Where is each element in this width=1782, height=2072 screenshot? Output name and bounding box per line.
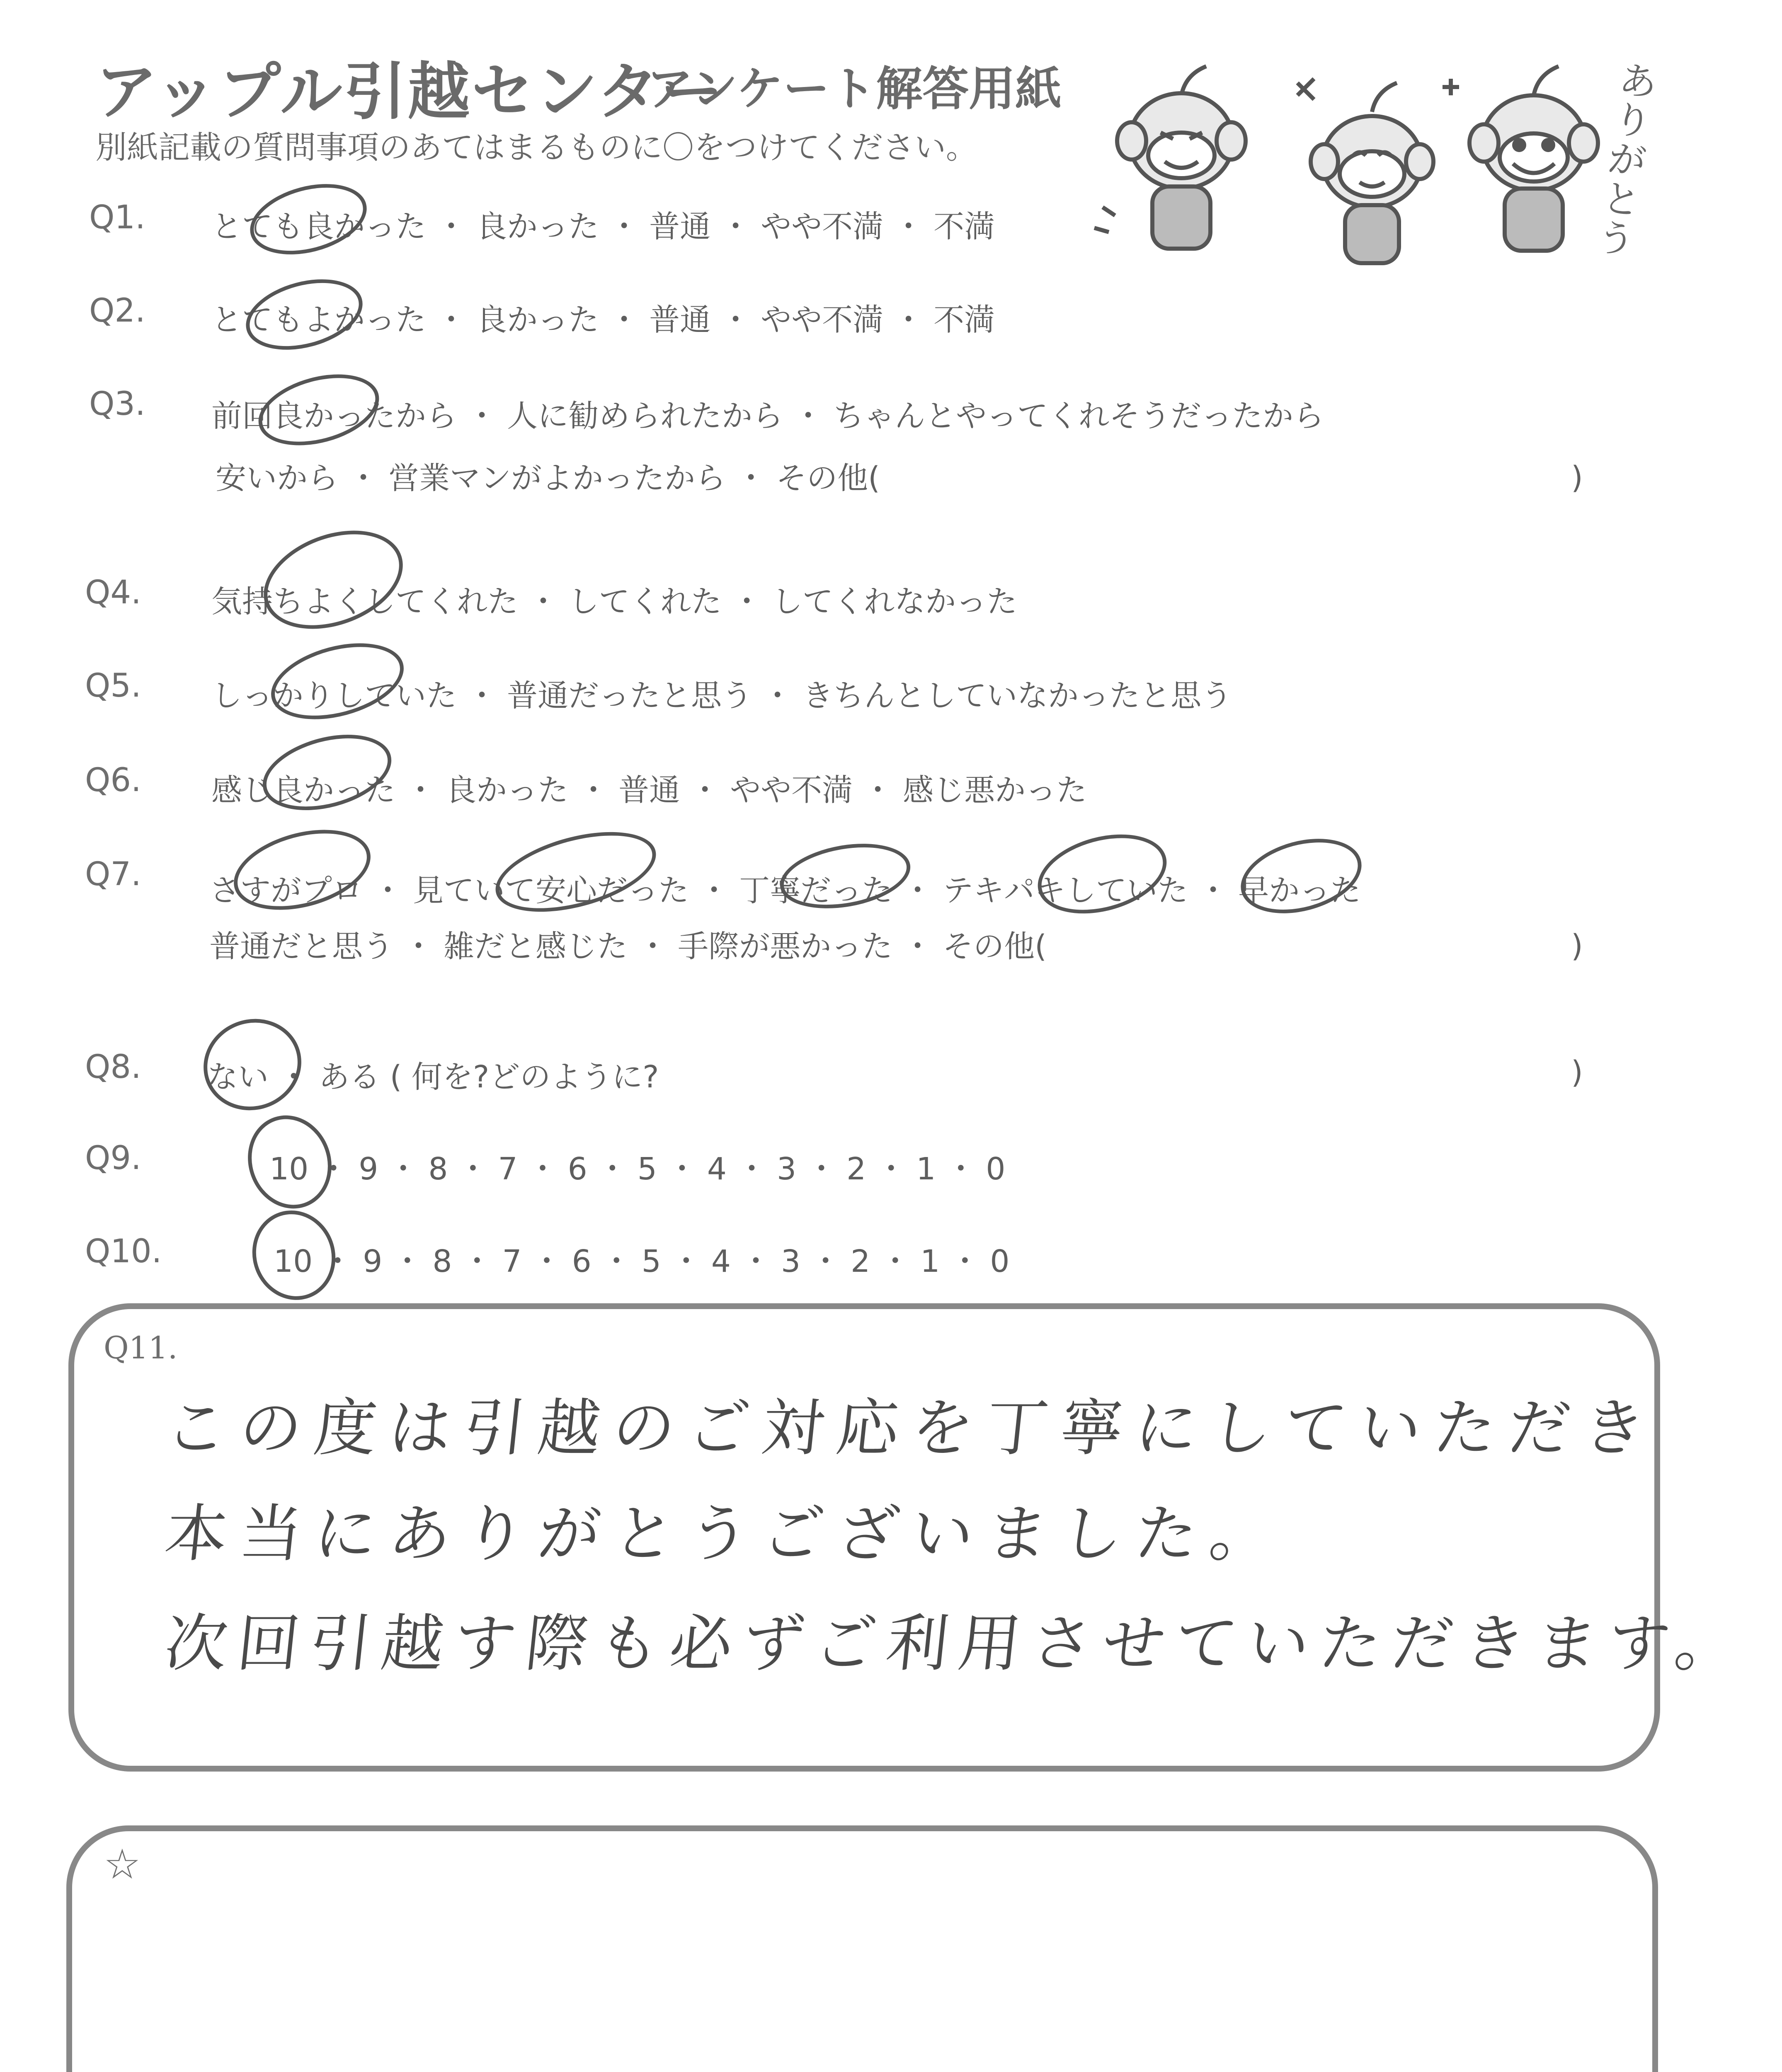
q6-options[interactable]: 感じ良かった ・ 良かった ・ 普通 ・ やや不満 ・ 感じ悪かった — [211, 772, 1087, 808]
q3-label: Q3. — [89, 385, 145, 423]
q3-answer-circle — [251, 362, 387, 457]
q11-comment-line-3: 次回引越す際も必ずご利用させていただきます。 — [161, 1608, 1751, 1680]
instruction-text: 別紙記載の質問事項のあてはまるものに〇をつけてください。 — [95, 129, 977, 166]
q10-answer-circle — [240, 1199, 348, 1312]
q8-options[interactable]: ない ・ ある ( 何を?どのように? — [207, 1059, 659, 1095]
q3-options-line1[interactable]: 前回良かったから ・ 人に勧められたから ・ ちゃんとやってくれそうだったから — [211, 398, 1324, 434]
company-name: アップル引越センター — [95, 56, 725, 128]
q11-label: Q11. — [104, 1330, 178, 1366]
q7-options-line1[interactable]: さすがプロ ・ 見ていて安心だった ・ 丁寧だった ・ テキパキしていた ・ 早かった — [209, 873, 1361, 908]
star-comment-box[interactable] — [66, 1825, 1658, 2072]
q9-answer-circle — [235, 1104, 344, 1220]
q8-close-paren: ) — [1571, 1055, 1583, 1090]
q8-answer-circle — [191, 1005, 314, 1124]
q9-scale[interactable]: 10 ・ 9 ・ 8 ・ 7 ・ 6 ・ 5 ・ 4 ・ 3 ・ 2 ・ 1 ・ 0 — [269, 1151, 1006, 1187]
q9-label: Q9. — [85, 1140, 141, 1177]
q8-label: Q8. — [85, 1048, 141, 1086]
q10-scale[interactable]: 10 ・ 9 ・ 8 ・ 7 ・ 6 ・ 5 ・ 4 ・ 3 ・ 2 ・ 1 ・ 0 — [274, 1244, 1010, 1279]
q7-answer-circle-anshin — [487, 817, 664, 927]
star-icon: ☆ — [104, 1840, 141, 1888]
q6-label: Q6. — [85, 762, 141, 799]
q10-label: Q10. — [85, 1233, 162, 1270]
monkey-mascots-illustration — [1086, 50, 1658, 282]
q3-options-line2[interactable]: 安いから ・ 営業マンがよかったから ・ その他( — [216, 460, 880, 496]
q7-close-paren: ) — [1571, 928, 1583, 964]
q3-close-paren: ) — [1571, 460, 1583, 496]
q4-label: Q4. — [85, 574, 141, 611]
thanks-text: ありがとう — [1594, 58, 1660, 264]
q5-label: Q5. — [85, 667, 141, 704]
q7-options-line2[interactable]: 普通だと思う ・ 雑だと感じた ・ 手際が悪かった ・ その他( — [209, 929, 1047, 964]
q11-comment-line-1: この度は引越のご対応を丁寧にしていただき — [161, 1392, 1661, 1464]
q4-answer-circle — [250, 513, 417, 647]
q5-answer-circle — [263, 630, 412, 732]
q7-label: Q7. — [85, 856, 141, 893]
q7-answer-circle-hayakatta — [1232, 826, 1370, 925]
q1-answer-circle — [242, 172, 374, 266]
q2-answer-circle — [238, 267, 370, 361]
q11-comment-line-2: 本当にありがとうございました。 — [161, 1498, 1288, 1570]
q1-options[interactable]: とても良かった ・ 良かった ・ 普通 ・ やや不満 ・ 不満 — [211, 209, 995, 244]
q2-options[interactable]: とてもよかった ・ 良かった ・ 普通 ・ やや不満 ・ 不満 — [211, 302, 995, 338]
q4-options[interactable]: 気持ちよくしてくれた ・ してくれた ・ してくれなかった — [211, 584, 1018, 620]
q1-label: Q1. — [89, 199, 145, 236]
q5-options[interactable]: しっかりしていた ・ 普通だったと思う ・ きちんとしていなかったと思う — [211, 678, 1232, 714]
q7-answer-circle-tekipaki — [1029, 821, 1175, 927]
form-title: アンケート解答用紙 — [647, 62, 1062, 116]
q2-label: Q2. — [89, 292, 145, 329]
